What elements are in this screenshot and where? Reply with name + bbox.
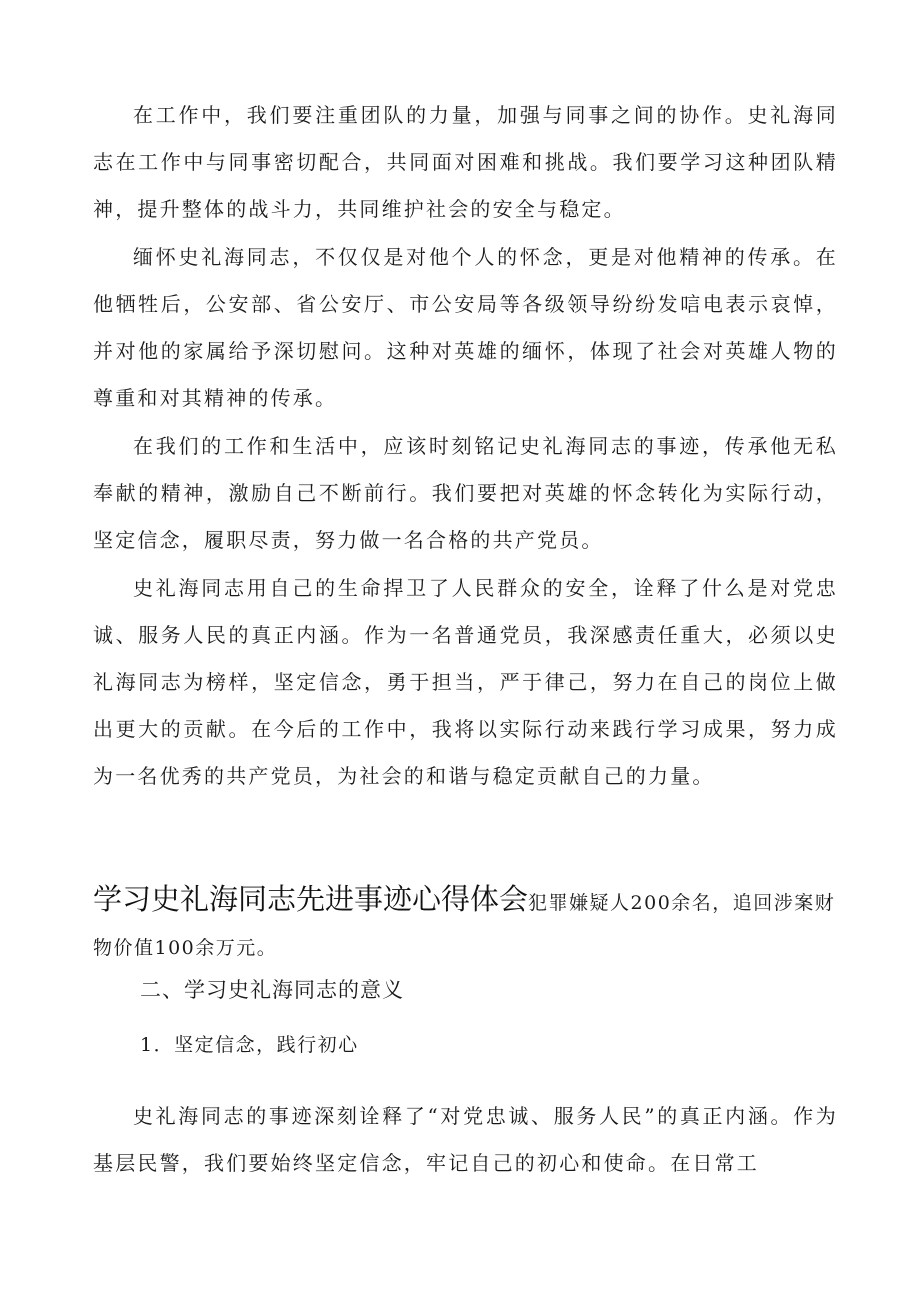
paragraph-inheritance: 在我们的工作和生活中，应该时刻铭记史礼海同志的事迹，传承他无私奉献的精神，激励自己不断前行。我们要把对英雄的怀念转化为实际行动，坚定信念，履职尽责，努力做一名合格的共产党员。 (93, 434, 838, 552)
body-text-bottom (93, 1093, 838, 1187)
body-text-top (93, 92, 838, 800)
paragraph-teamwork: 在工作中，我们要注重团队的力量，加强与同事之间的协作。史礼海同志在工作中与同事密切配合，共同面对困难和挑战。我们要学习这种团队精神，提升整体的战斗力，共同维护社会的安全与稳定。 (93, 103, 838, 221)
paragraph-conclusion: 史礼海同志用自己的生命捍卫了人民群众的安全，诠释了什么是对党忠诚、服务人民的真正内涵。作为一名普通党员，我深感责任重大，必须以史礼海同志为榜样，坚定信念，勇于担当，严于律己，努力在自己的岗位上做出更大的贡献。在今后的工作中，我将以实际行动来践行学习成果，努力成为一名优秀的共产党员，为社会的和谐与稳定贡献自己的力量。 (93, 576, 838, 788)
paragraph-meaning: 史礼海同志的事迹深刻诠释了“对党忠诚、服务人民”的真正内涵。作为基层民警，我们要始终坚定信念，牢记自己的初心和使命。在日常工 (93, 1104, 838, 1175)
paragraph-remembrance: 缅怀史礼海同志，不仅仅是对他个人的怀念，更是对他精神的传承。在他牺牲后，公安部、省公安厅、市公安局等各级领导纷纷发唁电表示哀悼，并对他的家属给予深切慰问。这种对英雄的缅怀，体现了社会对英雄人物的尊重和对其精神的传承。 (93, 245, 838, 410)
title-continuation-text: 犯罪嫌疑人200余名，追回涉案财物价值100余万元。 (93, 892, 836, 959)
subsection-heading: 1．坚定信念，践行初心 (140, 1034, 359, 1056)
title-line (93, 877, 838, 971)
section-heading: 二、学习史礼海同志的意义 (140, 978, 404, 1002)
document-title: 学习史礼海同志先进事迹心得体会 (93, 882, 529, 916)
